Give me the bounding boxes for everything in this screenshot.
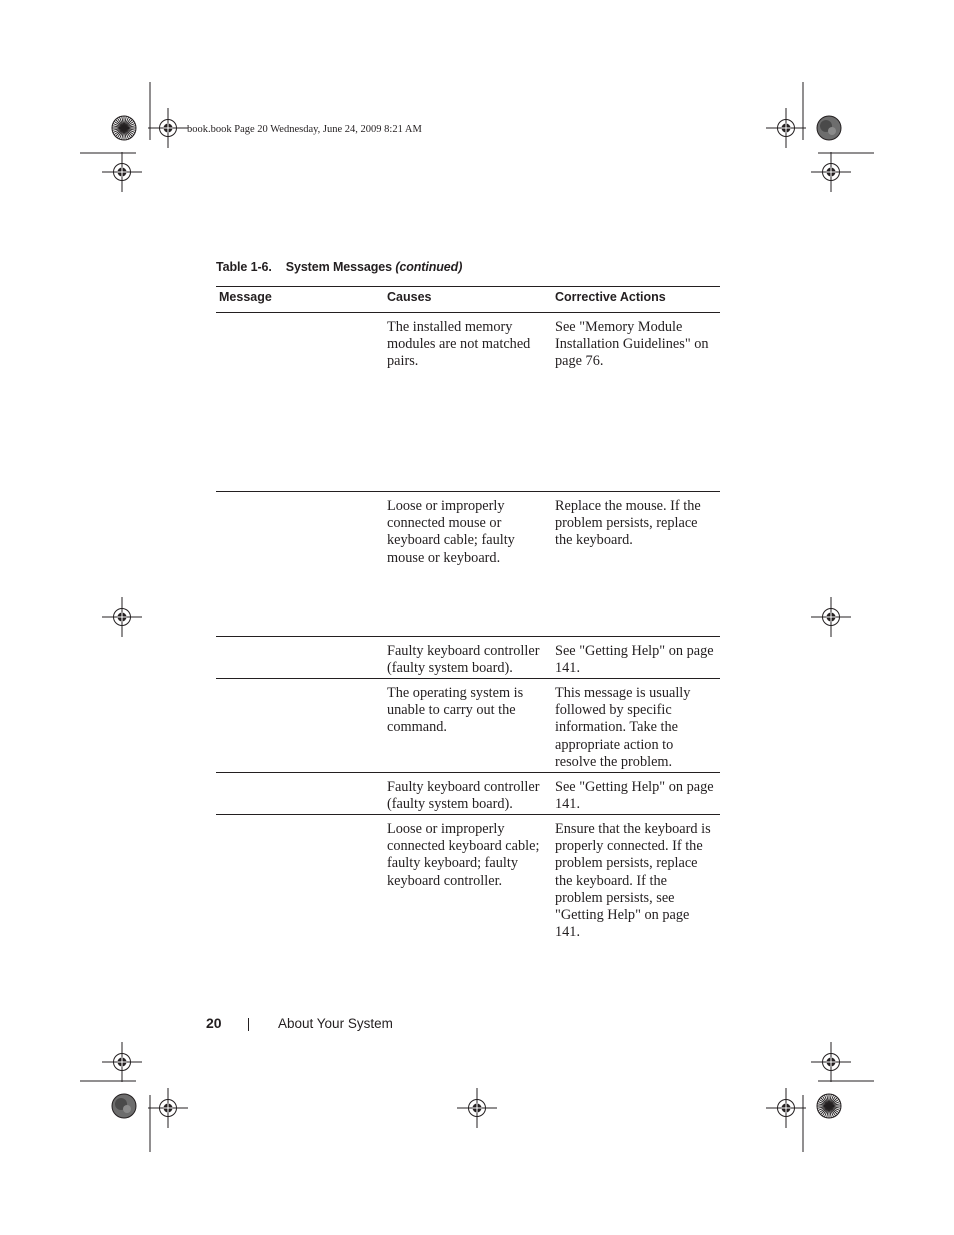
table-caption-label: Table 1-6. [216,260,272,274]
header-causes: Causes [384,287,552,313]
row-actions: Ensure that the keyboard is properly connected. If the problem persists, replace the keyboard. If the problem persists, see "Getting Help" on page 141. [555,821,711,941]
row-causes: Loose or improperly connected mouse or keyboard cable; faulty mouse or keyboard. [384,492,552,637]
table-caption-continued: (continued) [395,260,463,274]
row-causes: Loose or improperly connected keyboard cable; faulty keyboard; faulty keyboard controller. [387,821,540,889]
footer-section-title: About Your System [278,1016,393,1031]
system-messages-table [216,286,720,945]
row-causes: The operating system is unable to carry out the command. [384,679,552,773]
table-header-row [216,287,720,313]
table-row [216,637,720,679]
row-actions: See "Getting Help" on page 141. [552,637,720,679]
table-row [216,492,720,637]
row-causes: Faulty keyboard controller (faulty system board). [384,773,552,815]
row-message [216,637,384,679]
page-number: 20 [206,1015,222,1031]
row-actions: See "Getting Help" on page 141. [552,773,720,815]
row-actions: This message is usually followed by specific information. Take the appropriate action to resolve the problem. [552,679,720,773]
table-caption-title: System Messages [285,260,392,274]
header-message: Message [216,287,384,313]
row-causes: The installed memory modules are not matched pairs. [384,313,552,492]
table-row [216,773,720,815]
row-message [216,773,384,815]
header-corrective-actions: Corrective Actions [552,287,720,313]
print-slug-line: book.book Page 20 Wednesday, June 24, 2009 8:21 AM [187,124,422,135]
row-actions: Replace the mouse. If the problem persists, replace the keyboard. [552,492,720,637]
table-row [216,815,720,945]
table-row [216,679,720,773]
footer-divider [248,1018,249,1031]
row-actions: See "Memory Module Installation Guidelines" on page 76. [552,313,720,492]
row-message [216,679,384,773]
table-row [216,313,720,492]
row-message [216,492,384,637]
row-message [216,815,384,945]
row-message [216,313,384,492]
table-caption [216,260,462,274]
row-causes: Faulty keyboard controller (faulty system board). [384,637,552,679]
